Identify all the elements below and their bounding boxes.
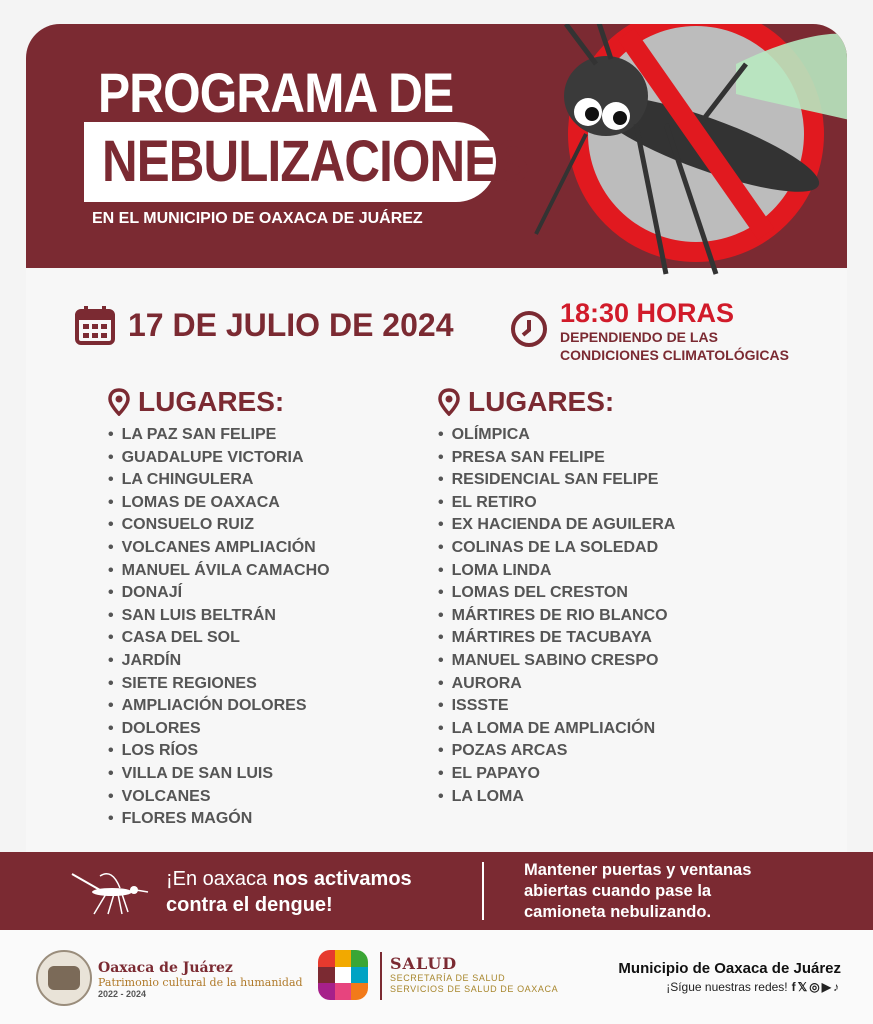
place-item: • RESIDENCIAL SAN FELIPE (438, 469, 675, 492)
place-item: • LOMAS DEL CRESTON (438, 582, 675, 605)
place-item: • SIETE REGIONES (108, 673, 330, 696)
place-item: • LOMAS DE OAXACA (108, 492, 330, 515)
slogan-part-a: ¡En oaxaca (166, 868, 273, 890)
places-heading-text: LUGARES: (468, 386, 615, 417)
place-item: • PRESA SAN FELIPE (438, 447, 675, 470)
place-item: • VILLA DE SAN LUIS (108, 763, 330, 786)
footer (0, 930, 873, 1024)
place-item: • LA LOMA (438, 786, 675, 809)
salud-line1: SECRETARÍA DE SALUD (390, 973, 506, 983)
org-name: Oaxaca de Juárez (98, 960, 233, 976)
place-item: • LA PAZ SAN FELIPE (108, 424, 330, 447)
place-item: • EL PAPAYO (438, 763, 675, 786)
place-item: • LA LOMA DE AMPLIACIÓN (438, 718, 675, 741)
slogan-part-c: contra el dengue! (166, 894, 333, 916)
place-item: • CONSUELO RUIZ (108, 514, 330, 537)
place-item: • DOLORES (108, 718, 330, 741)
place-item: • EL RETIRO (438, 492, 675, 515)
place-item: • EX HACIENDA DE AGUILERA (438, 514, 675, 537)
slogan-part-b: nos activamos (272, 868, 412, 890)
weather-note-2: CONDICIONES CLIMATOLÓGICAS (560, 347, 789, 363)
place-item: • CASA DEL SOL (108, 627, 330, 650)
calendar-icon (74, 304, 116, 346)
place-item: • POZAS ARCAS (438, 740, 675, 763)
place-item: • DONAJÍ (108, 582, 330, 605)
place-item: • LOMA LINDA (438, 560, 675, 583)
banner-divider (482, 862, 484, 920)
header-banner (26, 24, 847, 268)
slogan (166, 866, 412, 918)
clock-icon (510, 310, 548, 348)
place-item: • COLINAS DE LA SOLEDAD (438, 537, 675, 560)
social-block (618, 960, 841, 994)
mosquito-icon (70, 866, 150, 916)
salud-brand (390, 954, 558, 995)
title-line2: NEBULIZACIONES (102, 129, 529, 194)
place-item: • AURORA (438, 673, 675, 696)
social-line (618, 980, 841, 994)
salud-divider (380, 952, 382, 1000)
salud-title: SALUD (390, 954, 458, 973)
place-item: • AMPLIACIÓN DOLORES (108, 695, 330, 718)
salud-logo (318, 950, 368, 1000)
place-item: • ISSSTE (438, 695, 675, 718)
place-item: • MÁRTIRES DE RIO BLANCO (438, 605, 675, 628)
place-item: • MANUEL ÁVILA CAMACHO (108, 560, 330, 583)
event-time: 18:30 HORAS (560, 298, 735, 328)
title-line1: PROGRAMA DE (98, 61, 454, 124)
places-heading (438, 386, 675, 418)
dengue-banner (0, 852, 873, 930)
place-item: • GUADALUPE VICTORIA (108, 447, 330, 470)
place-item: • MANUEL SABINO CRESPO (438, 650, 675, 673)
salud-line2: SERVICIOS DE SALUD DE OAXACA (390, 984, 559, 994)
places-heading (108, 386, 330, 418)
location-pin-icon (108, 388, 130, 416)
social-icons[interactable]: f𝕏◎▶♪ (791, 980, 841, 994)
location-pin-icon (438, 388, 460, 416)
places-list-right (438, 386, 675, 808)
place-item: • MÁRTIRES DE TACUBAYA (438, 627, 675, 650)
place-item: • VOLCANES AMPLIACIÓN (108, 537, 330, 560)
org-years: 2022 - 2024 (98, 989, 147, 999)
places-list-left (108, 386, 330, 831)
municipal-brand (98, 960, 303, 999)
advice-line3: camioneta nebulizando. (524, 903, 712, 921)
place-item: • LOS RÍOS (108, 740, 330, 763)
place-item: • VOLCANES (108, 786, 330, 809)
advice-line2: abiertas cuando pase la (524, 882, 712, 900)
org-tagline: Patrimonio cultural de la humanidad (98, 976, 303, 989)
place-item: • FLORES MAGÓN (108, 808, 330, 831)
event-date: 17 DE JULIO DE 2024 (128, 306, 454, 343)
subtitle: EN EL MUNICIPIO DE OAXACA DE JUÁREZ (92, 210, 423, 227)
time-row (510, 298, 789, 364)
place-item: • JARDÍN (108, 650, 330, 673)
no-mosquito-icon (496, 24, 847, 284)
place-item: • LA CHINGULERA (108, 469, 330, 492)
advice-line1: Mantener puertas y ventanas (524, 861, 752, 879)
weather-note-1: DEPENDIENDO DE LAS (560, 329, 718, 345)
place-item: • SAN LUIS BELTRÁN (108, 605, 330, 628)
social-text: ¡Sígue nuestras redes! (666, 980, 788, 994)
advice (524, 860, 751, 923)
places-heading-text: LUGARES: (138, 386, 285, 417)
flyer-card (26, 24, 847, 854)
municipal-seal-logo (36, 950, 92, 1006)
place-item: • OLÍMPICA (438, 424, 675, 447)
municipio-name: Municipio de Oaxaca de Juárez (618, 960, 841, 977)
date-row (74, 304, 453, 346)
